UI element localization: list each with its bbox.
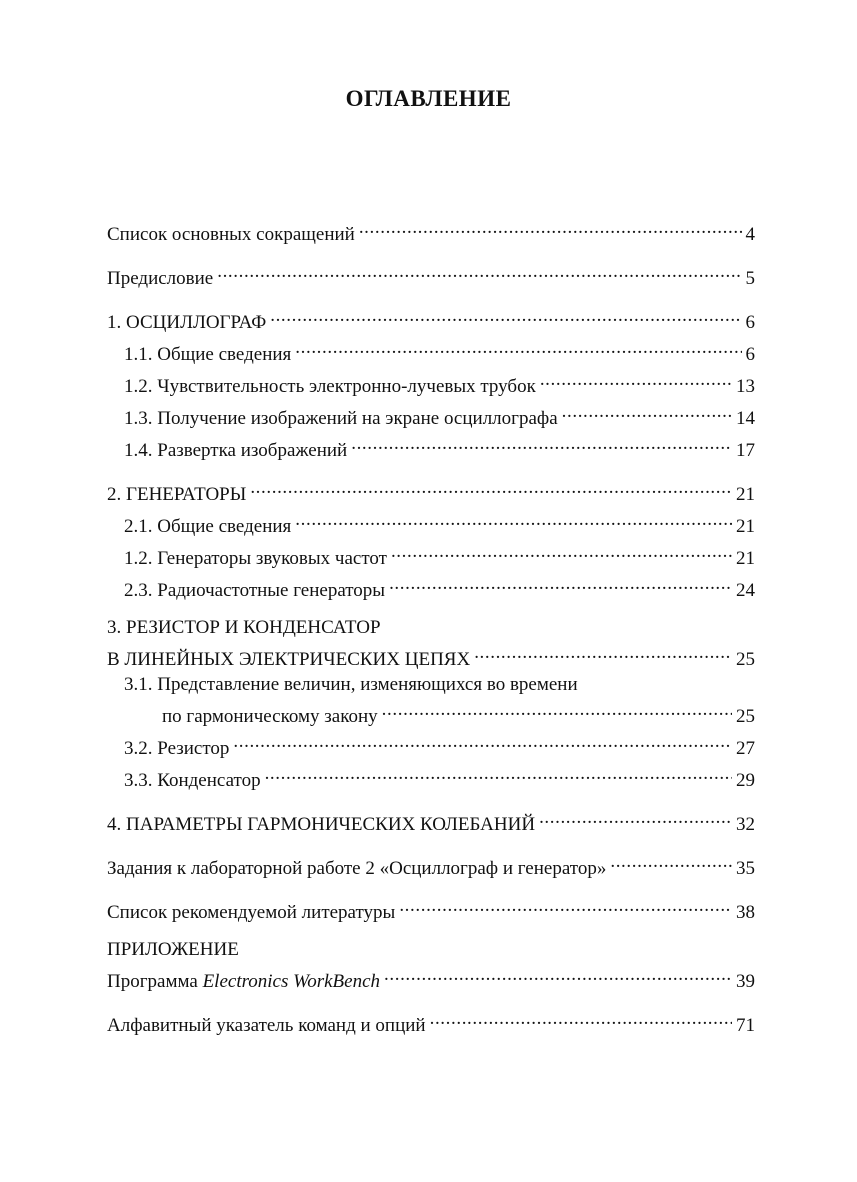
toc-appendix-title-line: ПРИЛОЖЕНИЕ: [107, 939, 239, 960]
toc-entry-lab-tasks[interactable]: [107, 849, 755, 881]
toc-page-number: 71: [736, 1015, 755, 1036]
toc-entry-appendix[interactable]: [107, 962, 755, 994]
toc-entry-label: Предисловие: [107, 268, 214, 289]
toc-entry-label: В ЛИНЕЙНЫХ ЭЛЕКТРИЧЕСКИХ ЦЕПЯХ: [107, 649, 471, 670]
toc-entry-label: 3.3. Конденсатор: [124, 770, 261, 791]
toc-entry-label: 2.3. Радиочастотные генераторы: [124, 580, 386, 601]
toc-page-number: 5: [745, 268, 755, 289]
toc-entry-abbreviations[interactable]: [107, 215, 755, 247]
toc-entry-preface[interactable]: [107, 259, 755, 291]
table-of-contents: [107, 215, 755, 1038]
toc-entry-label: 1.2. Генераторы звуковых частот: [124, 548, 387, 569]
dot-leader: [359, 215, 742, 240]
toc-entry-label: 2.1. Общие сведения: [124, 516, 292, 537]
toc-entry-label: [107, 969, 384, 994]
toc-page-number: 17: [736, 440, 755, 461]
toc-page-number: 38: [736, 902, 755, 923]
toc-entry-section-1-3[interactable]: [107, 399, 755, 431]
toc-entry-label-italic: Electronics WorkBench: [202, 971, 381, 992]
toc-page-number: 25: [736, 706, 755, 727]
toc-entry-label: 1.3. Получение изображений на экране осциллографа: [124, 408, 558, 429]
dot-leader: [539, 805, 732, 830]
toc-page-number: 24: [736, 580, 755, 601]
toc-entry-label: Алфавитный указатель команд и опций: [107, 1015, 426, 1036]
toc-page-number: 14: [736, 408, 755, 429]
toc-page-number: 21: [736, 516, 755, 537]
toc-entry-chapter-2[interactable]: [107, 475, 755, 507]
dot-leader: [270, 303, 741, 328]
toc-entry-label-prefix: Программа: [107, 971, 203, 992]
toc-entry-label: Список рекомендуемой литературы: [107, 902, 396, 923]
toc-entry-label: 2. ГЕНЕРАТОРЫ: [107, 484, 247, 505]
toc-page-number: 21: [736, 484, 755, 505]
toc-page-number: 29: [736, 770, 755, 791]
toc-entry-section-2-2[interactable]: [107, 539, 755, 571]
toc-entry-label: 1. ОСЦИЛЛОГРАФ: [107, 312, 267, 333]
toc-entry-label: 1.4. Развертка изображений: [124, 440, 348, 461]
dot-leader: [217, 259, 741, 284]
toc-entry-index[interactable]: [107, 1006, 755, 1038]
dot-leader: [295, 507, 732, 532]
toc-entry-literature[interactable]: [107, 893, 755, 925]
toc-page-number: 39: [736, 971, 755, 992]
dot-leader: [430, 1006, 732, 1031]
toc-entry-chapter-4[interactable]: [107, 805, 755, 837]
dot-leader: [540, 367, 732, 392]
toc-entry-chapter-1[interactable]: [107, 303, 755, 335]
toc-entry-label: Список основных сокращений: [107, 224, 355, 245]
toc-page-number: 6: [745, 312, 755, 333]
toc-entry-section-1-4[interactable]: [107, 431, 755, 463]
toc-entry-section-2-1[interactable]: [107, 507, 755, 539]
toc-page-number: 27: [736, 738, 755, 759]
dot-leader: [295, 335, 741, 360]
toc-entry-label: 1.2. Чувствительность электронно-лучевых трубок: [124, 376, 536, 397]
toc-chapter-3-title-line: 3. РЕЗИСТОР И КОНДЕНСАТОР: [107, 617, 381, 638]
toc-entry-label: 1.1. Общие сведения: [124, 344, 292, 365]
dot-leader: [389, 571, 732, 596]
toc-entry-label: Задания к лабораторной работе 2 «Осциллограф и генератор»: [107, 858, 607, 879]
toc-page-number: 21: [736, 548, 755, 569]
toc-page-number: 6: [745, 344, 755, 365]
dot-leader: [351, 431, 732, 456]
toc-entry-label: 4. ПАРАМЕТРЫ ГАРМОНИЧЕСКИХ КОЛЕБАНИЙ: [107, 814, 536, 835]
dot-leader: [391, 539, 732, 564]
dot-leader: [562, 399, 732, 424]
toc-page-number: 35: [736, 858, 755, 879]
toc-section-3-1-title-line: 3.1. Представление величин, изменяющихся во времени: [124, 674, 578, 695]
dot-leader: [265, 761, 732, 786]
dot-leader: [474, 640, 732, 665]
dot-leader: [250, 475, 732, 500]
toc-page-number: 32: [736, 814, 755, 835]
toc-entry-label: по гармоническому закону: [162, 706, 378, 727]
dot-leader: [399, 893, 732, 918]
toc-entry-section-3-2[interactable]: [107, 729, 755, 761]
toc-page-number: 4: [745, 224, 755, 245]
toc-entry-section-3-3[interactable]: [107, 761, 755, 793]
dot-leader: [233, 729, 732, 754]
toc-entry-chapter-3[interactable]: [107, 640, 755, 672]
toc-entry-section-3-1[interactable]: [107, 697, 755, 729]
dot-leader: [610, 849, 732, 874]
toc-entry-section-2-3[interactable]: [107, 571, 755, 603]
toc-entry-section-1-2[interactable]: [107, 367, 755, 399]
dot-leader: [382, 697, 732, 722]
toc-entry-section-1-1[interactable]: [107, 335, 755, 367]
page-title: ОГЛАВЛЕНИЕ: [345, 86, 512, 111]
toc-entry-label: 3.2. Резистор: [124, 738, 230, 759]
toc-page-number: 13: [736, 376, 755, 397]
dot-leader: [384, 962, 732, 987]
toc-page-number: 25: [736, 649, 755, 670]
